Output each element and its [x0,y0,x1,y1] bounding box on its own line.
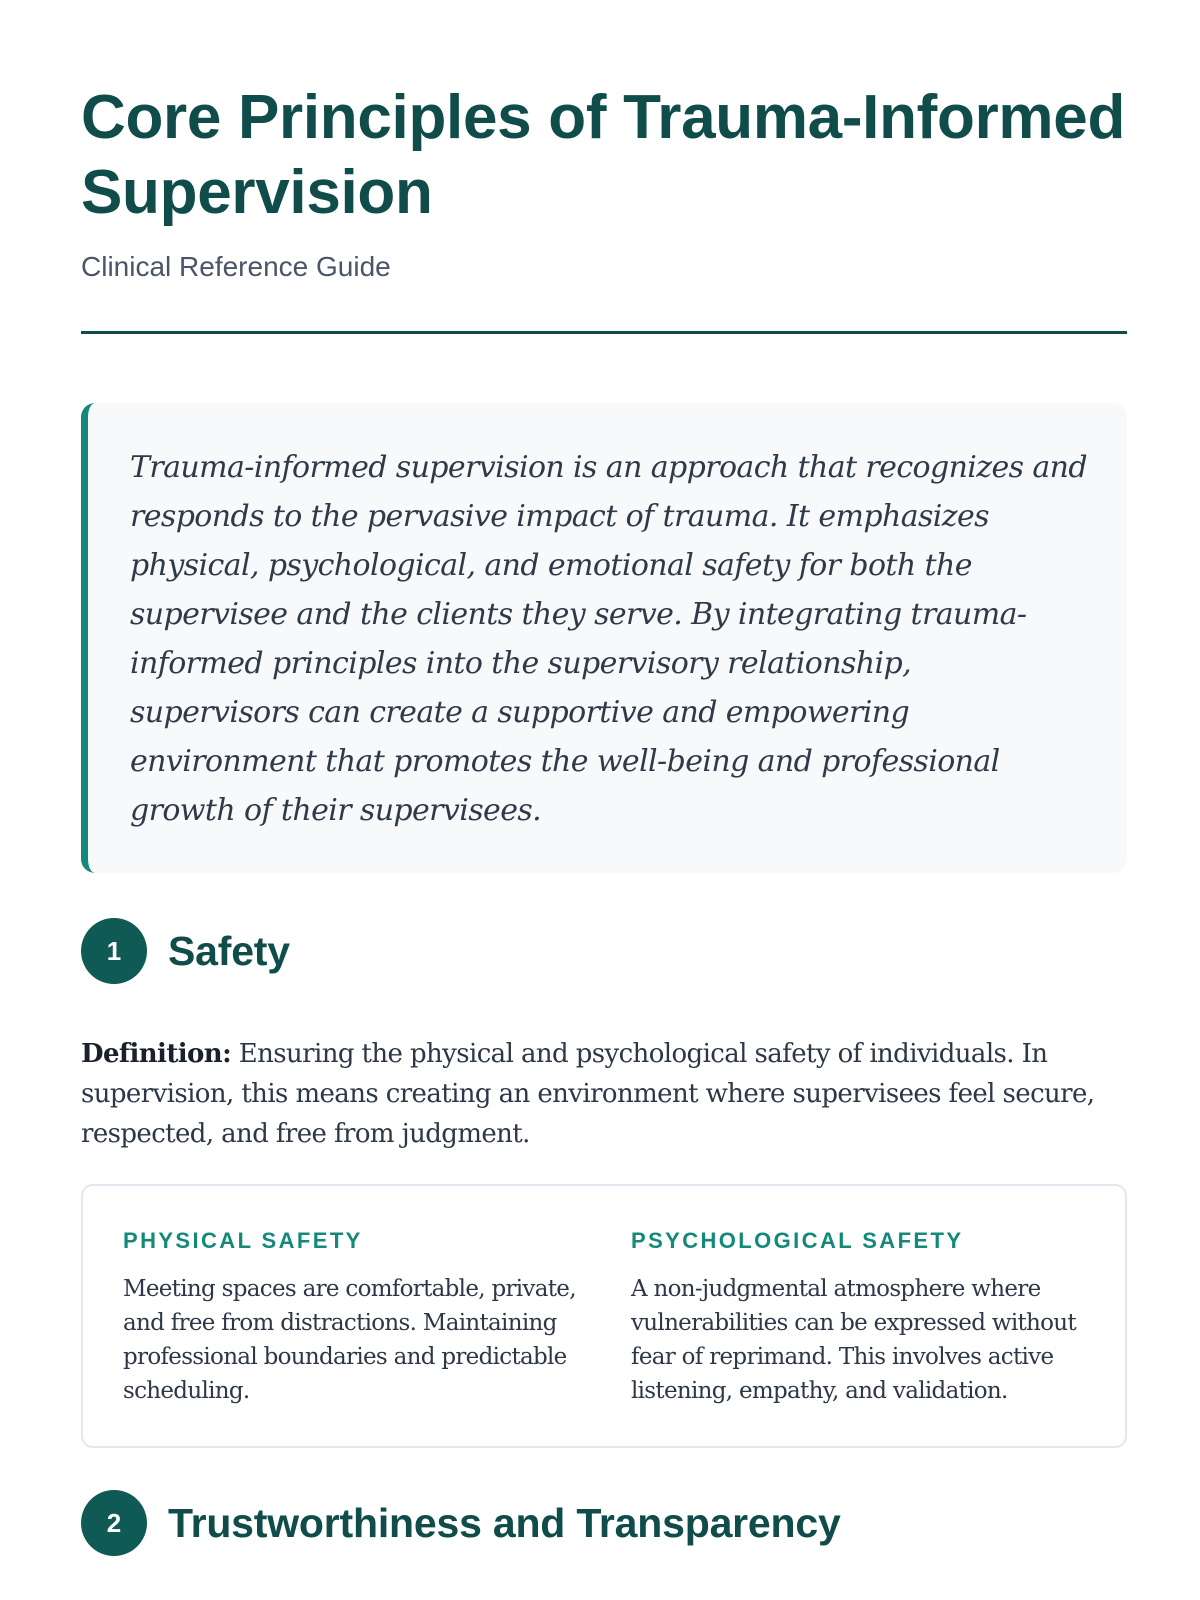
column-body: A non-judgmental atmosphere where vulnerabilities can be expressed without fear of reprimand. This involves active listening, empathy, and validation. [631,1276,1076,1404]
section-title: Safety [168,927,290,974]
section-number-badge: 2 [81,1490,147,1556]
definition-text: Ensuring the physical and psychological safety of individuals. In supervision, this means creating an environment where supervisees feel secure, respected, and free from judgment. [81,1039,1095,1149]
psychological-safety-column [631,1226,1089,1408]
definition-label: Definition: [81,1039,232,1069]
intro-callout [81,403,1127,873]
page-subtitle: Clinical Reference Guide [81,251,391,282]
intro-text: Trauma-informed supervision is an approach that recognizes and responds to the pervasive impact of trauma. It emphasizes physical, psychological, and emotional safety for both the supervisee and the clients they serve. By integrating trauma-informed principles into the supervisory relationship, supervisors can create a supportive and empowering environment that promotes the well-being and professional growth of their supervisees. [130,450,1088,828]
column-heading: PSYCHOLOGICAL SAFETY [631,1228,964,1253]
column-heading: PHYSICAL SAFETY [123,1228,363,1253]
safety-details-card [81,1184,1127,1448]
section-title: Trustworthiness and Transparency [168,1499,841,1546]
section-definition [81,1034,1127,1154]
page-title: Core Principles of Trauma-Informed Supervision [81,83,1126,227]
column-body: Meeting spaces are comfortable, private, and free from distractions. Maintaining professional boundaries and predictable scheduling. [123,1276,576,1404]
section-number-badge: 1 [81,918,147,984]
header-divider [81,331,1127,334]
physical-safety-column [123,1226,581,1408]
section-heading-trustworthiness [81,1490,841,1556]
section-heading-safety [81,918,290,984]
